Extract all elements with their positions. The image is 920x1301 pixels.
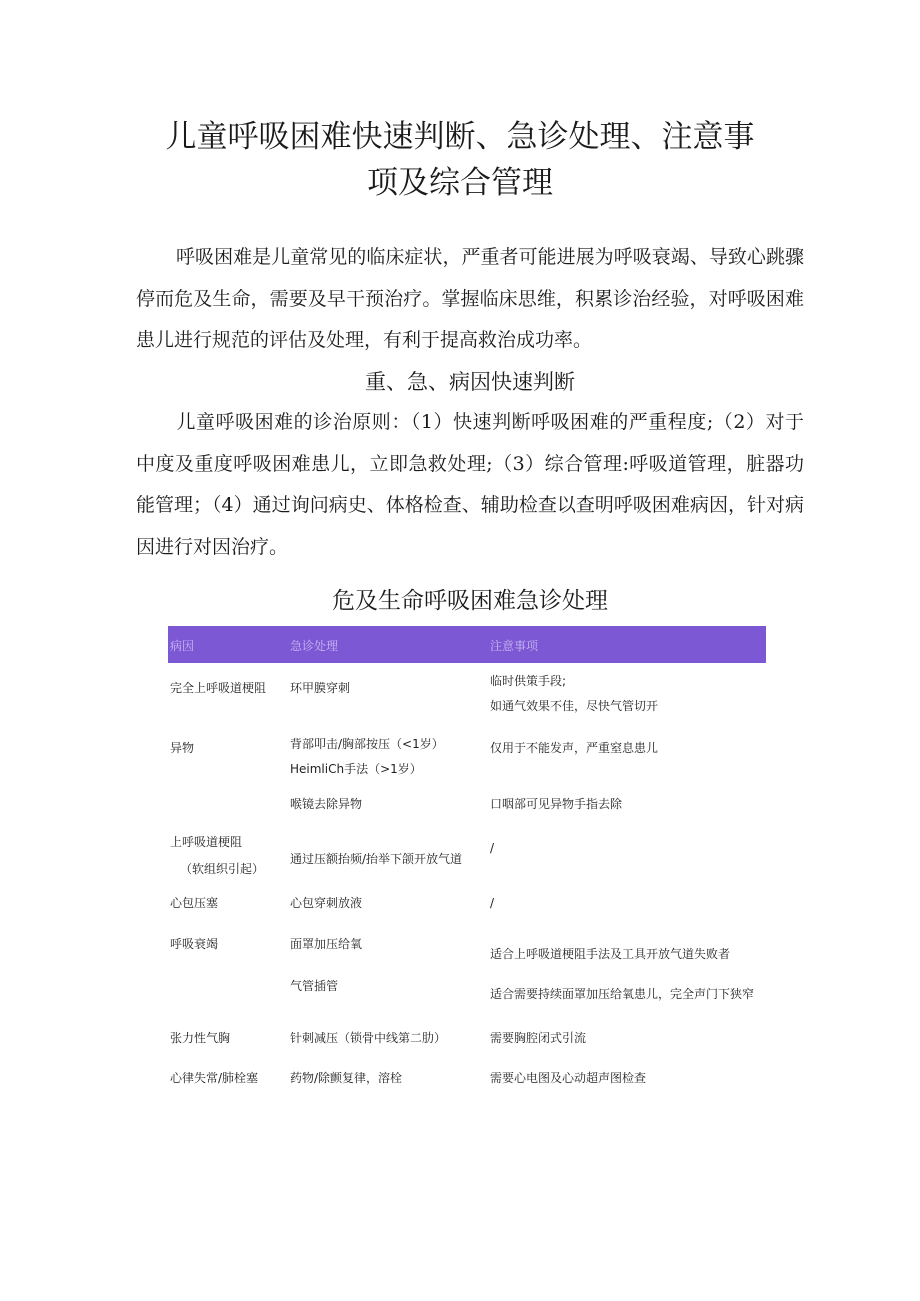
title-line-2: 项及综合管理 — [367, 165, 553, 201]
cell-notes: 需要心电图及心动超声图检查 — [490, 1071, 647, 1085]
cell-cause: 张力性气胸 — [170, 1031, 231, 1045]
cell-notes-line2: 如通气效果不佳，尽快气管切开 — [490, 699, 659, 713]
cell-notes: / — [490, 896, 495, 910]
cell-cause: 完全上呼吸道梗阻 — [170, 681, 267, 695]
cell-notes: 适合上呼吸道梗阻手法及工具开放气道失败者 — [490, 947, 731, 961]
cell-notes: 适合需要持续面罩加压给氧患儿，完全声门下狭窄 — [490, 987, 755, 1001]
cell-notes: 仅用于不能发声，严重窒息患儿 — [490, 741, 659, 755]
emergency-table — [168, 626, 766, 1085]
cell-treatment-line1: 背部叩击/胸部按压（<1岁） — [290, 737, 444, 751]
cell-cause: 呼吸衰竭 — [170, 937, 219, 951]
cell-cause: 异物 — [170, 741, 195, 755]
principles-text: 儿童呼吸困难的诊治原则：（1）快速判断呼吸困难的严重程度;（2）对于中度及重度呼吸困难患儿，立即急救处理;（3）综合管理:呼吸道管理，脏器功能管理；（4）通过询问病史、体格检查、辅助检查以查明呼吸困难病因，针对病因进行对因治疗。 — [136, 411, 804, 558]
cell-notes: 需要胸腔闭式引流 — [490, 1031, 587, 1045]
header-cause: 病因 — [170, 639, 195, 653]
cell-treatment: 面罩加压给氧 — [290, 937, 363, 951]
cell-notes: 口咽部可见异物手指去除 — [490, 797, 623, 811]
header-notes: 注意事项 — [490, 639, 539, 653]
principles-paragraph — [136, 402, 804, 568]
cell-notes: / — [490, 841, 495, 855]
cell-treatment: 心包穿刺放液 — [290, 896, 363, 910]
table-header-row — [168, 626, 766, 663]
cell-cause: 心律失常/肺栓塞 — [170, 1071, 259, 1085]
cell-treatment: 药物/除颤复律，溶栓 — [290, 1071, 403, 1085]
cell-treatment-line2: HeimliCh手法（>1岁） — [290, 762, 422, 776]
intro-paragraph — [136, 237, 804, 362]
section-heading: 重、急、病因快速判断 — [365, 370, 575, 394]
cell-treatment: 环甲膜穿刺 — [290, 681, 351, 695]
cell-treatment: 气管插管 — [290, 979, 339, 993]
cell-cause: 心包压塞 — [170, 896, 219, 910]
cell-treatment: 针刺减压（锁骨中线第二肋） — [290, 1031, 447, 1045]
header-treatment: 急诊处理 — [290, 639, 339, 653]
cell-notes-line1: 临时供策手段; — [490, 674, 567, 688]
page-title — [140, 114, 780, 206]
table-title: 危及生命呼吸困难急诊处理 — [332, 588, 608, 614]
cell-treatment: 喉镜去除异物 — [290, 797, 363, 811]
cell-treatment: 通过压额抬频/抬举下颌开放气道 — [290, 852, 463, 866]
cell-cause-line2: （软组织引起） — [180, 862, 265, 876]
title-line-1: 儿童呼吸困难快速判断、急诊处理、注意事 — [165, 119, 755, 155]
intro-text: 呼吸困难是儿童常见的临床症状，严重者可能进展为呼吸衰竭、导致心跳骤停而危及生命，需要及早干预治疗。掌握临床思维，积累诊治经验，对呼吸困难患儿进行规范的评估及处理，有利于提高救治成功率。 — [136, 246, 804, 351]
cell-cause-line1: 上呼吸道梗阻 — [170, 835, 243, 849]
